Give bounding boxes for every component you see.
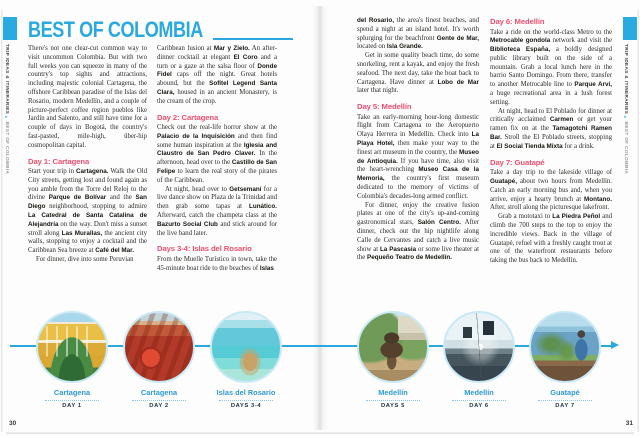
page-edge-right — [637, 10, 639, 432]
text-column-1 — [28, 45, 147, 301]
sidebar-right — [624, 44, 629, 194]
itinerary-stop — [357, 311, 429, 409]
body-paragraph: At night, head to El Poblado for dinner at critically acclaimed Carmen or get your ramen fix on at the Tamagotchi Ramen Bar. Stroll the El Poblado streets, stopping at El Social Tienda Mixta for a drink. — [490, 107, 612, 150]
itinerary-stop — [210, 311, 282, 409]
page-number-left: 30 — [9, 420, 17, 427]
page-number-right: 31 — [625, 420, 633, 427]
itinerary-row-left — [36, 311, 282, 409]
sidebar-separator-icon: ▸ — [5, 115, 10, 121]
stop-divider — [366, 400, 420, 401]
stop-photo — [123, 311, 195, 383]
body-paragraph: Grab a mototaxi to La Piedra Peñol and climb the 700 steps to the top to enjoy the incredible views. Back in the village of Guatapé, refuel with a freshly caught trout at one of the waterfront restaurants before taking the bus back to Medellín. — [490, 213, 612, 265]
stop-divider — [132, 400, 186, 401]
body-paragraph: Take a ride on the world-class Metro to the Metrocable gondola network and visit the Biblioteca España, a boldly designed public library built on the side of a mountain. Grab a local lunch here in the barrio Santo Domingo. From there, transfer to another Metrocable line to Parque Arví, a huge recreational area in a lush forest setting. — [490, 28, 612, 106]
day-heading: Day 2: Cartagena — [157, 112, 219, 122]
stop-name: Islas del Rosario — [216, 388, 276, 397]
body-paragraph: There's not one clear-cut common way to visit uncommon Colombia. But with two full weeks you can squeeze in many of the country's top sights and attractions, including majestic colonial Cartagena, the offshore Caribbean paradise of the Islas del Rosario, modern Medellín, and a couple of picture-perfect coffee region pueblos like Jardín and Salento, and still have time for a couple of days in Bogotá, the country's fast-pasted, mile-high, über-hip cosmopolitan capital. — [28, 45, 147, 149]
sidebar-left — [5, 44, 10, 194]
stop-day-label: DAY 1 — [62, 402, 82, 409]
day-heading: Day 6: Medellín — [490, 17, 545, 26]
stop-divider — [45, 400, 99, 401]
text-column-3 — [357, 17, 479, 289]
body-paragraph: From the Muelle Turístico in town, take the 45-minute boat ride to the beaches of Islas — [157, 255, 277, 272]
body-paragraph: Take a day trip to the lakeside village of Guatapé, about two hours from Medellín. Catch an early morning bus and, when you arrive, enjoy a hearty brunch at Montano. After, stroll along the picturesque lakefront. — [490, 169, 612, 212]
stop-photo — [443, 311, 515, 383]
day-heading: Days 3-4: Islas del Rosario — [157, 244, 252, 254]
title-rule — [213, 38, 293, 40]
body-paragraph: Check out the real-life horror show at the Palacio de la Inquisición and then find some human inspiration at the Iglesia and Claustro de San Pedro Claver. In the afternoon, head over to the Castillo de San Felipe to learn the real story of the pirates of the Caribbean. — [157, 124, 277, 184]
sidebar-chapter-label: BEST OF COLOMBIA — [5, 121, 10, 175]
stop-photo — [210, 311, 282, 383]
sidebar-separator-icon: ▸ — [624, 115, 629, 121]
body-paragraph: del Rosario, the area's finest beaches, and spend a night at an island hotel. It's worth splurging for the beachfront Gente de Mar, located on Isla Grande. — [357, 17, 479, 51]
stop-name: Medellín — [464, 388, 494, 397]
text-column-2 — [157, 45, 277, 301]
itinerary-stop — [36, 311, 108, 409]
stop-day-label: DAYS 3-4 — [230, 402, 262, 409]
itinerary-arrow-icon — [611, 341, 619, 349]
stop-photo — [529, 311, 601, 383]
section-tab-right — [623, 17, 637, 40]
sidebar-section-label: TRIP IDEAS & ITINERARIES — [624, 44, 629, 115]
stop-name: Cartagena — [140, 388, 178, 397]
section-tab-left — [3, 17, 17, 40]
stop-name: Cartagena — [53, 388, 91, 397]
stop-day-label: DAY 6 — [469, 402, 489, 409]
stop-day-label: DAY 2 — [149, 402, 169, 409]
body-paragraph: For dinner, enjoy the creative fusion plates at one of the city's up-and-coming gastronomical stars, Salón Centro. After dinner, check out the hip nightlife along Calle de Cervantes and catch a live music show at La Pascasia or some live theater at the Pequeño Teatro de Medellín. — [357, 201, 479, 262]
itinerary-stop — [443, 311, 515, 409]
page-edge-left — [1, 10, 3, 432]
stop-divider — [219, 400, 273, 401]
day-heading: Day 1: Cartagena — [28, 156, 90, 166]
body-paragraph: Start your trip in Cartagena. Walk the Old City streets, getting lost and found again as you amble from the Torre del Reloj to the divine Parque de Bolívar and the San Diego neighborhood, stopping to admire La Catedral de Santa Catalina de Alejandría on the way. Don't miss a sunset stroll along Las Murallas, the ancient city walls, stopping to enjoy a cocktail and the Caribbean Sea breeze at Café del Mar. — [28, 168, 147, 255]
body-paragraph: Get in some quality beach time, do some snorkeling, rent a kayak, and enjoy the fresh seafood. The next day, take the boat back to Cartagena. Have dinner at Lobo de Mar later that night. — [357, 52, 479, 95]
stop-divider — [452, 400, 506, 401]
stop-divider — [538, 400, 592, 401]
body-paragraph: For dinner, dive into some Peruvian — [36, 256, 134, 264]
body-paragraph: Take an early-morning hour-long domestic flight from Cartagena to the Aeropuerto Olaya Herrera in Medellín. Check into La Playa Hotel, then make your way to the finest art museum in the country, the Museo de Antioquia. If you have time, also visit the heart-wrenching Museo Casa de la Memoria, the country's first museum dedicated to the memory of victims of Colombia's decades-long armed conflict. — [357, 113, 479, 200]
sidebar-section-label: TRIP IDEAS & ITINERARIES — [5, 44, 10, 115]
body-paragraph: Caribbean fusion at Mar y Zielo. An after-dinner cocktail at elegant El Coro and a turn or a gaze at the salsa floor of Donde Fidel caps off the night. Great hotels abound, but the Sofitel Legend Santa Clara, housed in an ancient Monastery, is the cream of the crop. — [157, 45, 277, 105]
text-column-4 — [490, 17, 612, 289]
stop-photo — [36, 311, 108, 383]
itinerary-stop — [123, 311, 195, 409]
sidebar-chapter-label: BEST OF COLOMBIA — [624, 121, 629, 175]
day-heading: Day 5: Medellín — [357, 102, 412, 112]
stop-photo — [357, 311, 429, 383]
page-edge-bottom — [6, 432, 634, 434]
day-heading: Day 7: Guatapé — [490, 157, 545, 167]
body-paragraph: At night, head over to Getsemaní for a live dance show on Plaza de la Trinidad and then grab some tapas at Lunático. Afterward, catch the champeta class at the Bazurto Social Club and stick around for the live band later. — [157, 185, 277, 237]
itinerary-stop — [529, 311, 601, 409]
page-spine — [312, 6, 328, 430]
stop-day-label: DAYS 5 — [380, 402, 405, 409]
page-title: BEST OF COLOMBIA — [28, 17, 203, 42]
stop-day-label: DAY 7 — [555, 402, 575, 409]
itinerary-row-right — [357, 311, 601, 409]
stop-name: Guatapé — [550, 388, 580, 397]
stop-name: Medellín — [378, 388, 408, 397]
